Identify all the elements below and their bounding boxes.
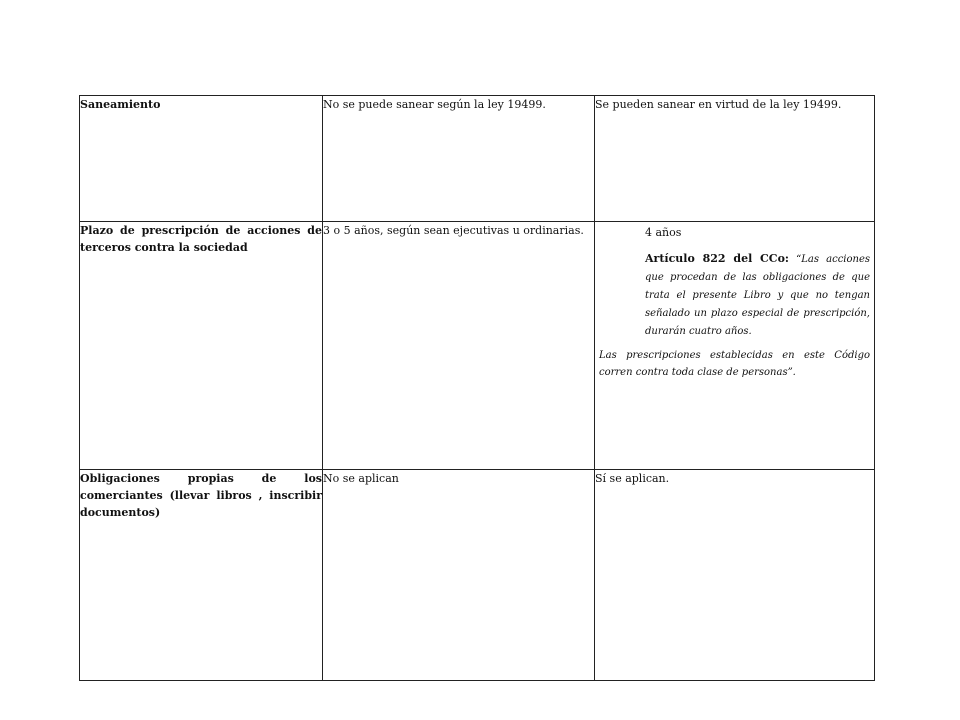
comparison-table (79, 95, 875, 681)
cell-saneamiento-col3: Se pueden sanear en virtud de la ley 19499. (595, 96, 875, 222)
cell-plazo-col3 (595, 222, 875, 470)
table-row (80, 222, 875, 470)
cell-saneamiento-col2: No se puede sanear según la ley 19499. (323, 96, 595, 222)
row-label-saneamiento: Saneamiento (80, 96, 323, 222)
article-heading: Artículo 822 del CCo: (645, 252, 789, 265)
table-row (80, 96, 875, 222)
article-822-quote (595, 250, 870, 340)
cell-plazo-col2: 3 o 5 años, según sean ejecutivas u ordinarias. (323, 222, 595, 470)
cell-obligaciones-col3: Sí se aplican. (595, 470, 875, 681)
row-label-obligaciones: Obligaciones propias de los comerciantes (llevar libros , inscribir documentos) (80, 470, 323, 681)
table-row (80, 470, 875, 681)
row-label-plazo-prescripcion: Plazo de prescripción de acciones de terceros contra la sociedad (80, 222, 323, 470)
article-text: “Las acciones que procedan de las obligaciones de que trata el presente Libro y que no tengan señalado un plazo especial de prescripción, durarán cuatro años. (645, 254, 871, 337)
article-closing-text: Las prescripciones establecidas en este Código corren contra toda clase de personas”. (599, 350, 870, 378)
plazo-years: 4 años (645, 226, 682, 239)
cell-obligaciones-col2: No se aplican (323, 470, 595, 681)
